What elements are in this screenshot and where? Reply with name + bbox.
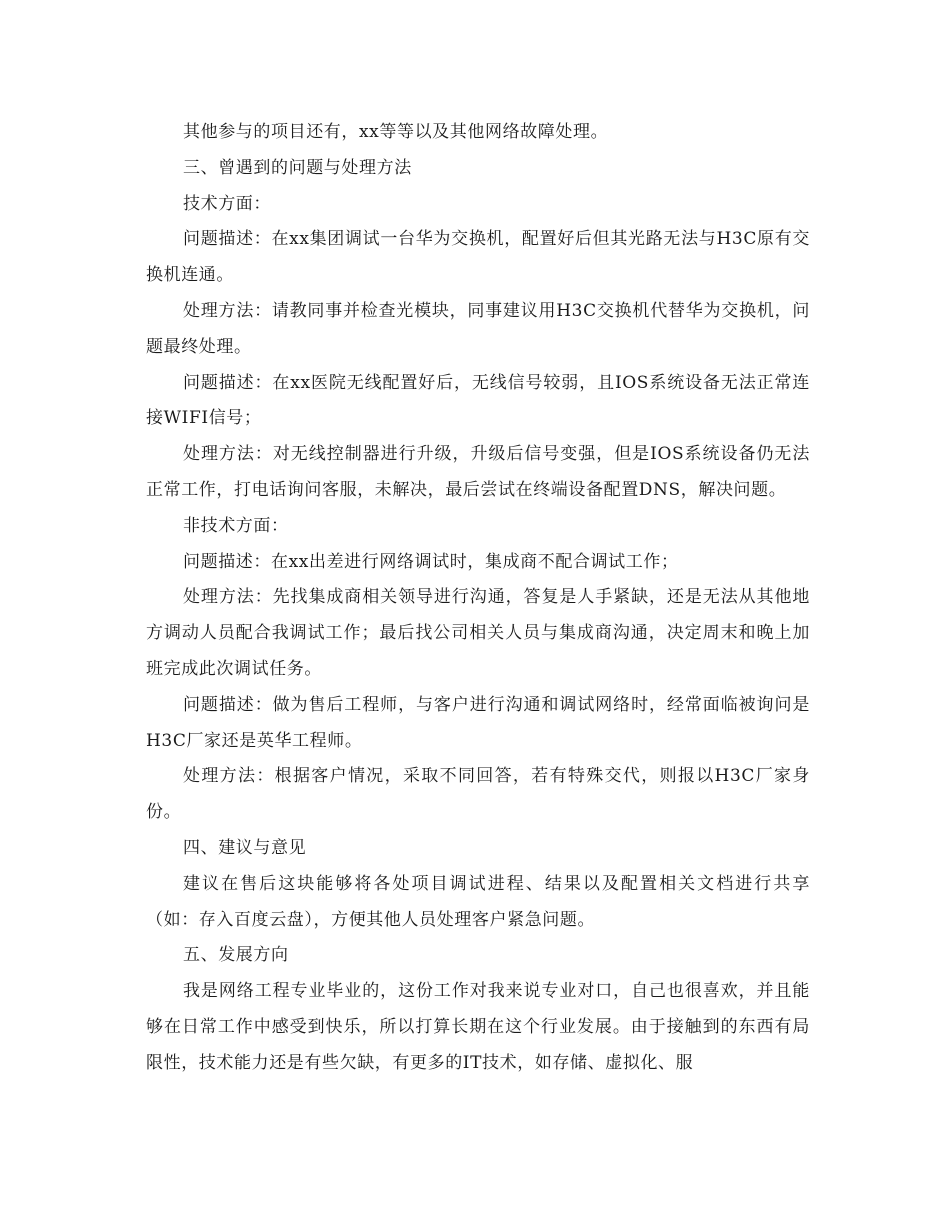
section-heading: 五、发展方向 xyxy=(183,945,289,966)
paragraph: 问题描述：在xx集团调试一台华为交换机，配置好后但其光路无法与H3C原有交换机连通。 xyxy=(146,229,810,286)
paragraph: 我是网络工程专业毕业的，这份工作对我来说专业对口，自己也很喜欢，并且能够在日常工作中感受到快乐，所以打算长期在这个行业发展。由于接触到的东西有局限性，技术能力还是有些欠缺，有更多的IT技术，如存储、虚拟化、服 xyxy=(146,981,810,1073)
paragraph: 处理方法：根据客户情况，采取不同回答，若有特殊交代，则报以H3C厂家身份。 xyxy=(146,766,810,823)
paragraph: 其他参与的项目还有，xx等等以及其他网络故障处理。 xyxy=(183,122,609,142)
paragraph: 处理方法：对无线控制器进行升级，升级后信号变强，但是IOS系统设备仍无法正常工作，打电话询问客服，未解决，最后尝试在终端设备配置DNS，解决问题。 xyxy=(146,444,810,500)
paragraph: 处理方法：先找集成商相关领导进行沟通，答复是人手紧缺，还是无法从其他地方调动人员配合我调试工作；最后找公司相关人员与集成商沟通，决定周末和晚上加班完成此次调试任务。 xyxy=(146,587,810,679)
section-heading: 三、曾遇到的问题与处理方法 xyxy=(183,157,412,178)
document-body xyxy=(146,115,810,1082)
subsection-heading: 非技术方面： xyxy=(183,515,289,536)
paragraph: 处理方法：请教同事并检查光模块，同事建议用H3C交换机代替华为交换机，问题最终处理。 xyxy=(146,300,810,357)
paragraph: 建议在售后这块能够将各处项目调试进程、结果以及配置相关文档进行共享（如：存入百度云盘），方便其他人员处理客户紧急问题。 xyxy=(146,873,810,930)
paragraph: 问题描述：在xx医院无线配置好后，无线信号较弱，且IOS系统设备无法正常连接WIFI信号； xyxy=(146,372,810,429)
subsection-heading: 技术方面： xyxy=(183,193,271,214)
section-heading: 四、建议与意见 xyxy=(183,837,307,858)
paragraph: 问题描述：在xx出差进行网络调试时，集成商不配合调试工作； xyxy=(183,551,679,572)
paragraph: 问题描述：做为售后工程师，与客户进行沟通和调试网络时，经常面临被询问是H3C厂家还是英华工程师。 xyxy=(146,694,810,751)
